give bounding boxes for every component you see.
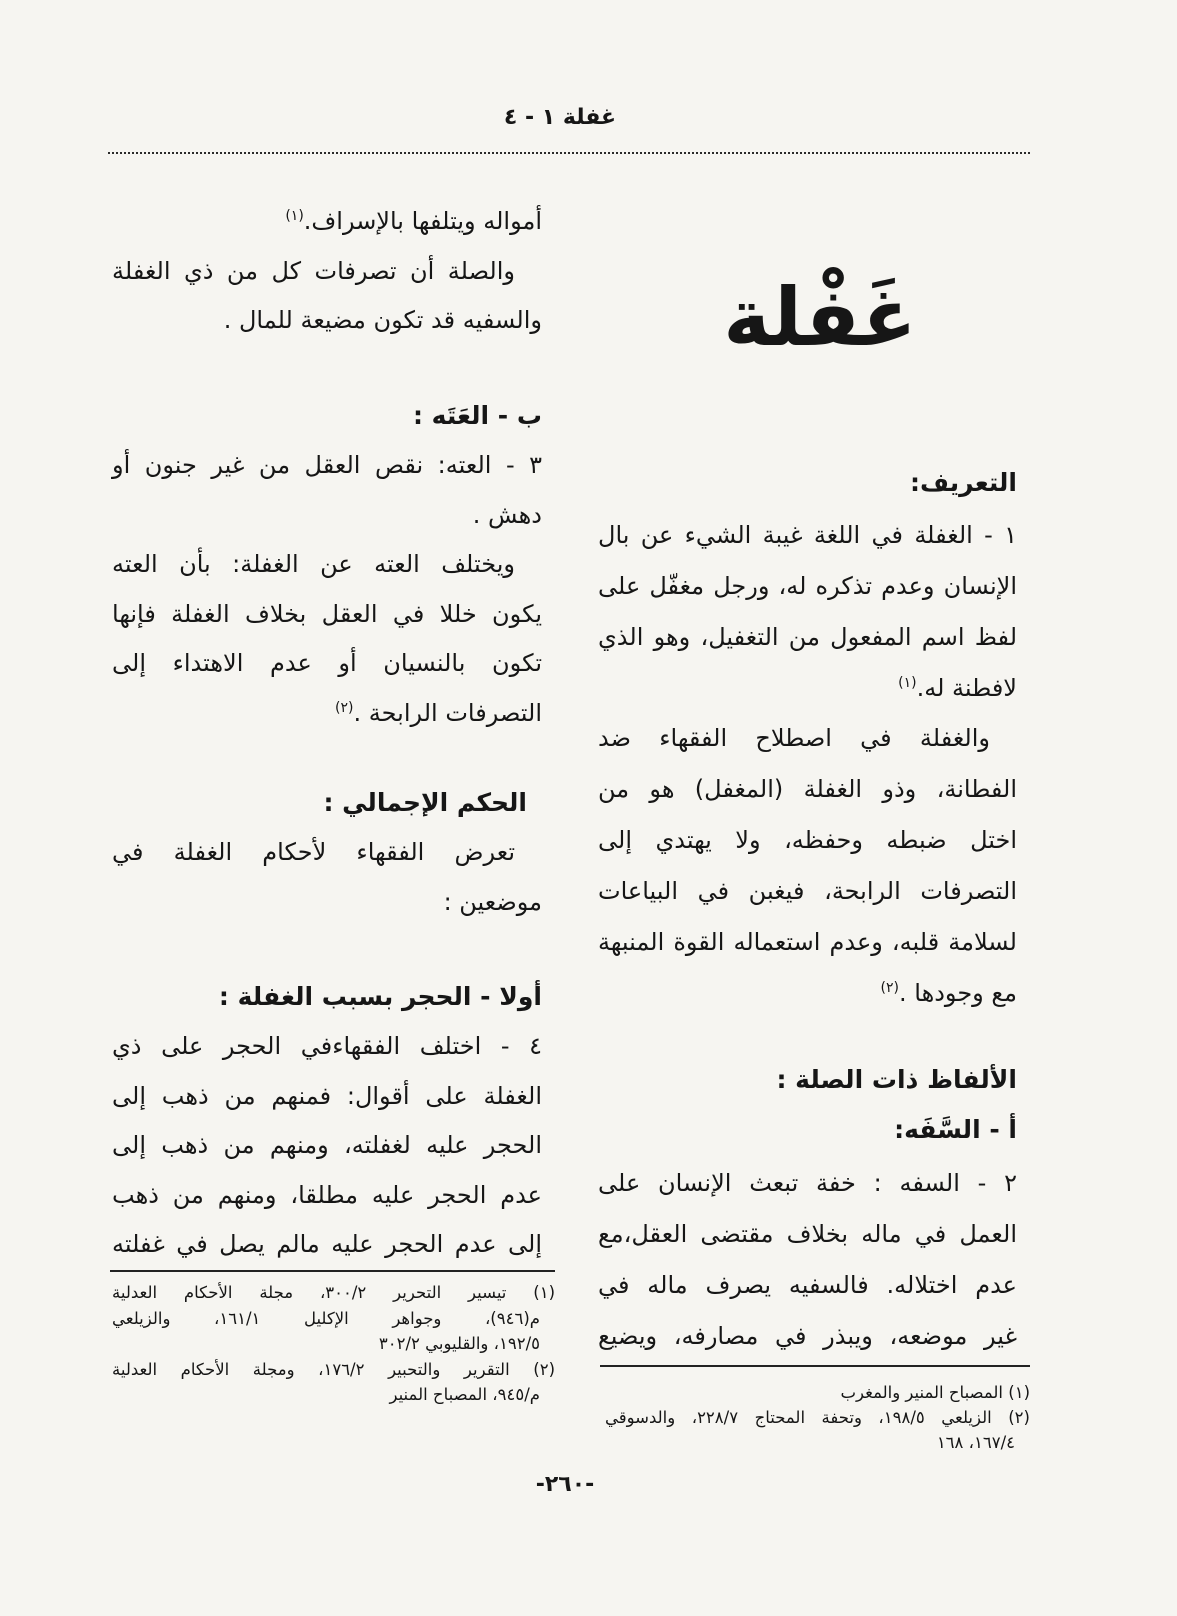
text-line: ويختلف العته عن الغفلة: بأن العته xyxy=(112,550,515,578)
text-line: التصرفات الرابحة، فيغبن في البياعات xyxy=(598,877,1017,905)
text-line: يكون خللا في العقل بخلاف الغفلة فإنها xyxy=(112,599,542,628)
section-heading-definition: التعريف: xyxy=(910,468,1017,497)
footnote-ref: (٢) xyxy=(880,980,899,996)
entry-title: غَفْلة xyxy=(723,271,917,364)
footnote-line: (٢) التقرير والتحبير ١٧٦/٢، ومجلة الأحكام العدلية xyxy=(112,1359,555,1379)
text-line: اختل ضبطه وحفظه، ولا يهتدي إلى xyxy=(598,826,1017,854)
text-line: والغفلة في اصطلاح الفقهاء ضد xyxy=(598,724,990,752)
footnote-ref: (٢) xyxy=(335,699,354,716)
text-line: إلى عدم الحجر عليه مالم يصل في غفلته xyxy=(112,1230,542,1258)
text-line: عدم اختلاله. فالسفيه يصرف ماله في xyxy=(598,1271,1017,1299)
text-line xyxy=(112,689,542,739)
header-rule xyxy=(108,152,1030,154)
text-line: ٤ - اختلف الفقهاءفي الحجر على ذي xyxy=(112,1032,542,1060)
text-line-content: أمواله ويتلفها بالإسراف. xyxy=(303,207,542,235)
text-line: تعرض الفقهاء لأحكام الغفلة في xyxy=(112,838,515,866)
paragraph-ruling xyxy=(112,828,542,927)
text-line: غير موضعه، ويبذر في مصارفه، ويضيع xyxy=(598,1322,1017,1350)
text-line-content: مع وجودها . xyxy=(899,979,1017,1007)
subheading-safah: أ - السَّفَه: xyxy=(894,1115,1017,1144)
text-line: لسلامة قلبه، وعدم استعماله القوة المنبهة xyxy=(598,928,1017,956)
paragraph-3 xyxy=(598,1158,1017,1362)
section-heading-ruling: الحكم الإجمالي : xyxy=(323,788,527,817)
footnote-rule xyxy=(600,1365,1030,1367)
paragraph-interdiction xyxy=(112,1022,542,1270)
section-heading-interdiction: أولا - الحجر بسبب الغفلة : xyxy=(218,982,542,1011)
text-line: والصلة أن تصرفات كل من ذي الغفلة xyxy=(112,256,515,285)
text-line: ٣ - العته: نقص العقل من غير جنون أو xyxy=(112,451,542,479)
footnote-rule xyxy=(110,1270,555,1272)
section-heading-related-terms: الألفاظ ذات الصلة : xyxy=(776,1065,1017,1094)
footnotes xyxy=(605,1380,1030,1455)
footnote-line: م/٩٤٥، المصباح المنير xyxy=(389,1385,540,1404)
page-number: -٢٦٠- xyxy=(535,1472,595,1497)
running-head: غفلة ١ - ٤ xyxy=(503,105,617,130)
text-line xyxy=(598,663,1017,714)
text-line: موضعين : xyxy=(443,887,542,916)
footnote-line: (١) المصباح المنير والمغرب xyxy=(840,1383,1030,1402)
text-line xyxy=(598,968,1017,1019)
footnotes xyxy=(112,1280,555,1408)
text-line-content: لافطنة له. xyxy=(916,674,1017,702)
footnote-line: م(٩٤٦)، وجواهر الإكليل ١٦١/١، والزيلعي xyxy=(112,1308,540,1328)
paragraph-continued xyxy=(112,197,542,346)
paragraph-atah xyxy=(112,441,542,738)
text-line: العمل في ماله بخلاف مقتضى العقل،مع xyxy=(598,1220,1017,1248)
paragraph-1 xyxy=(598,510,1017,714)
footnote-ref: (١) xyxy=(285,208,304,224)
subheading-atah: ب - العَتَه : xyxy=(412,401,542,430)
text-line: الإنسان وعدم تذكره له، ورجل مغفّل على xyxy=(598,572,1017,600)
text-line: عدم الحجر عليه مطلقا، ومنهم من ذهب xyxy=(112,1180,542,1209)
text-line: تكون بالنسيان أو عدم الاهتداء إلى xyxy=(112,649,542,677)
text-line: لفظ اسم المفعول من التغفيل، وهو الذي xyxy=(598,623,1017,651)
footnote-line: (١) تيسير التحرير ٣٠٠/٢، مجلة الأحكام العدلية xyxy=(112,1283,555,1302)
text-line: دهش . xyxy=(472,500,542,529)
paragraph-2 xyxy=(598,713,1017,1019)
footnote-ref: (١) xyxy=(898,675,917,691)
text-line: ٢ - السفه : خفة تبعث الإنسان على xyxy=(598,1169,1017,1197)
footnote-line: (٢) الزيلعي ١٩٨/٥، وتحفة المحتاج ٢٢٨/٧، والدسوقي xyxy=(605,1408,1030,1427)
text-line: ١ - الغفلة في اللغة غيبة الشيء عن بال xyxy=(598,521,1017,549)
text-line-content: التصرفات الرابحة . xyxy=(353,698,542,727)
text-line: الغفلة على أقوال: فمنهم من ذهب إلى xyxy=(112,1081,542,1110)
text-line: الفطانة، وذو الغفلة (المغفل) هو من xyxy=(598,775,1017,803)
text-line: الحجر عليه لغفلته، ومنهم من ذهب إلى xyxy=(112,1131,542,1159)
text-line xyxy=(112,197,542,247)
footnote-line: ١٦٧/٤، ١٦٨ xyxy=(936,1433,1015,1452)
footnote-line: ١٩٢/٥، والقليوبي ٣٠٢/٢ xyxy=(378,1334,540,1353)
text-line: والسفيه قد تكون مضيعة للمال . xyxy=(223,306,542,334)
